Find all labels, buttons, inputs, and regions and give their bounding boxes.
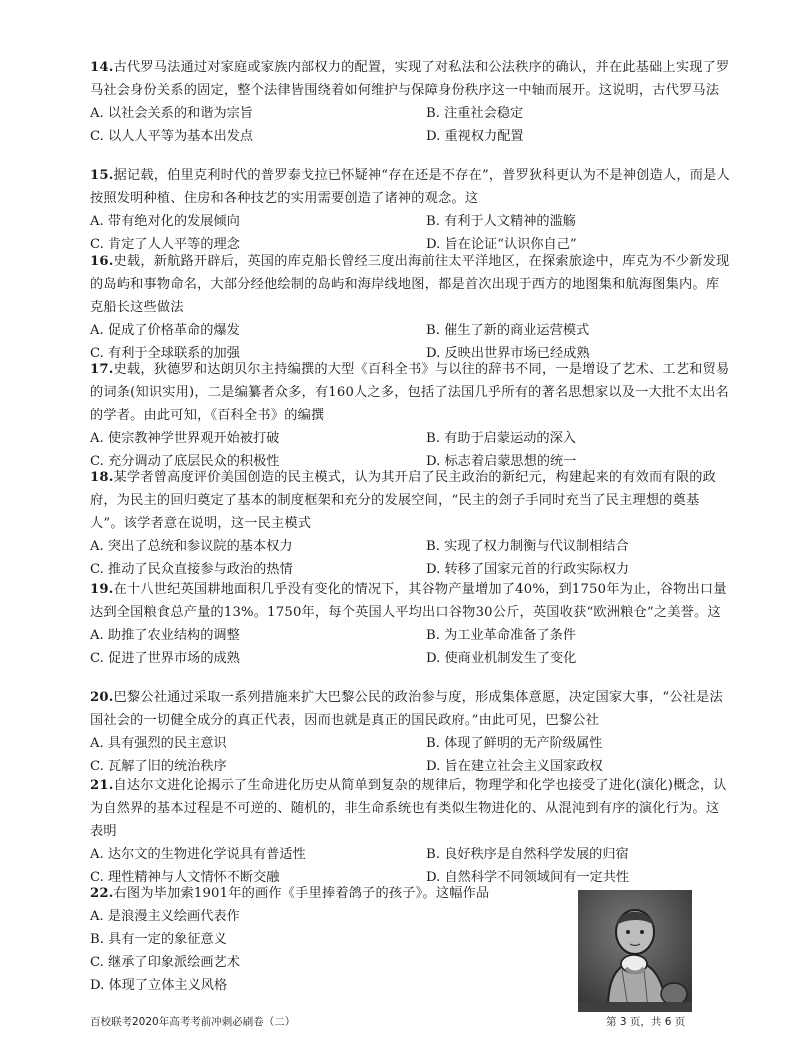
options bbox=[90, 535, 730, 581]
question-stem bbox=[90, 774, 730, 843]
question-18 bbox=[90, 466, 730, 581]
question-number: 14. bbox=[90, 60, 114, 75]
option-b: B. 有利于人文精神的滥觞 bbox=[426, 214, 576, 229]
question-number: 20. bbox=[90, 690, 114, 705]
question-number: 15. bbox=[90, 168, 114, 183]
option-c: C. 继承了印象派绘画艺术 bbox=[90, 955, 240, 970]
option-c: C. 充分调动了底层民众的积极性 bbox=[90, 454, 280, 469]
option-b: B. 有助于启蒙运动的深入 bbox=[426, 431, 576, 446]
question-number: 19. bbox=[90, 582, 114, 597]
question-text: 右图为毕加索1901年的画作《手里捧着鸽子的孩子》。这幅作品 bbox=[113, 886, 490, 901]
question-number: 22. bbox=[90, 886, 114, 901]
question-stem bbox=[90, 882, 520, 905]
option-d: D. 体现了立体主义风格 bbox=[90, 978, 228, 993]
option-a: A. 助推了农业结构的调整 bbox=[90, 628, 240, 643]
question-stem bbox=[90, 358, 730, 427]
footer-page-number: 第 3 页，共 6 页 bbox=[606, 1016, 686, 1028]
options bbox=[90, 732, 730, 778]
option-c: C. 有利于全球联系的加强 bbox=[90, 346, 240, 361]
option-a: A. 具有强烈的民主意识 bbox=[90, 736, 227, 751]
question-text: 巴黎公社通过采取一系列措施来扩大巴黎公民的政治参与度，形成集体意愿，决定国家大事，“公社是法国社会的一切健全成分的真正代表，因而也就是真正的国民政府。”由此可见，巴黎公社 bbox=[90, 690, 723, 728]
question-stem bbox=[90, 686, 730, 732]
question-stem bbox=[90, 250, 730, 319]
option-b: B. 为工业革命准备了条件 bbox=[426, 628, 576, 643]
option-c: C. 推动了民众直接参与政治的热情 bbox=[90, 562, 293, 577]
option-d: D. 旨在建立社会主义国家政权 bbox=[426, 759, 603, 774]
option-b: B. 具有一定的象征意义 bbox=[90, 932, 227, 947]
option-d: D. 转移了国家元首的行政实际权力 bbox=[426, 562, 630, 577]
question-stem bbox=[90, 164, 730, 210]
question-19 bbox=[90, 578, 730, 670]
question-text: 在十八世纪英国耕地面积几乎没有变化的情况下，其谷物产量增加了40%，到1750年为止，谷物出口量达到全国粮食总产量的13%。1750年，每个英国人平均出口谷物30公斤，英国收获“欧洲粮仓”之美誉。这 bbox=[90, 582, 727, 620]
question-21 bbox=[90, 774, 730, 889]
question-text: 据记载，伯里克利时代的普罗泰戈拉已怀疑神“存在还是不存在”，普罗狄科更认为不是神创造人，而是人按照发明种植、住房和各种技艺的实用需要创造了诸神的观念。这 bbox=[90, 168, 730, 206]
question-20 bbox=[90, 686, 730, 778]
question-number: 18. bbox=[90, 470, 114, 485]
option-d: D. 使商业机制发生了变化 bbox=[426, 651, 577, 666]
option-c: C. 瓦解了旧的统治秩序 bbox=[90, 759, 227, 774]
footer-left: 百校联考2020年高考考前冲刺必刷卷（二） bbox=[90, 1016, 296, 1028]
question-22 bbox=[90, 882, 520, 997]
question-16 bbox=[90, 250, 730, 365]
question-number: 16. bbox=[90, 254, 114, 269]
question-text: 古代罗马法通过对家庭或家族内部权力的配置，实现了对私法和公法秩序的确认，并在此基础上实现了罗马社会身份关系的固定，整个法律皆围绕着如何维护与保障身份秩序这一中轴而展开。这说明，古代罗马法 bbox=[90, 60, 730, 98]
option-d: D. 反映出世界市场已经成熟 bbox=[426, 346, 590, 361]
option-a: A. 使宗教神学世界观开始被打破 bbox=[90, 431, 280, 446]
question-number: 21. bbox=[90, 778, 114, 793]
question-text: 自达尔文进化论揭示了生命进化历史从简单到复杂的规律后，物理学和化学也接受了进化(演化)概念，认为自然界的基本过程是不可逆的、随机的，非生命系统也有类似生物进化的、从混沌到有序的演化行为。这表明 bbox=[90, 778, 727, 839]
option-d: D. 重视权力配置 bbox=[426, 129, 524, 144]
option-a: A. 以社会关系的和谐为宗旨 bbox=[90, 106, 253, 121]
painting-child-with-dove-image bbox=[578, 890, 692, 1012]
question-number: 17. bbox=[90, 362, 114, 377]
question-stem bbox=[90, 56, 730, 102]
option-d: D. 标志着启蒙思想的统一 bbox=[426, 454, 577, 469]
options bbox=[90, 102, 730, 148]
option-a: A. 带有绝对化的发展倾向 bbox=[90, 214, 240, 229]
option-c: C. 以人人平等为基本出发点 bbox=[90, 129, 254, 144]
question-stem bbox=[90, 466, 730, 535]
option-a: A. 达尔文的生物进化学说具有普适性 bbox=[90, 847, 306, 862]
option-d: D. 旨在论证“认识你自己” bbox=[426, 237, 577, 252]
question-14 bbox=[90, 56, 730, 148]
option-c: C. 肯定了人人平等的理念 bbox=[90, 237, 240, 252]
option-a: A. 突出了总统和参议院的基本权力 bbox=[90, 539, 293, 554]
options bbox=[90, 905, 520, 997]
option-c: C. 促进了世界市场的成熟 bbox=[90, 651, 240, 666]
question-17 bbox=[90, 358, 730, 473]
option-a: A. 是浪漫主义绘画代表作 bbox=[90, 909, 240, 924]
question-stem bbox=[90, 578, 730, 624]
option-b: B. 体现了鲜明的无产阶级属性 bbox=[426, 736, 603, 751]
option-b: B. 催生了新的商业运营模式 bbox=[426, 323, 590, 338]
option-b: B. 注重社会稳定 bbox=[426, 106, 524, 121]
option-b: B. 良好秩序是自然科学发展的归宿 bbox=[426, 847, 629, 862]
options bbox=[90, 624, 730, 670]
option-a: A. 促成了价格革命的爆发 bbox=[90, 323, 240, 338]
option-c: C. 理性精神与人文情怀不断交融 bbox=[90, 870, 280, 885]
question-text: 史载，新航路开辟后，英国的库克船长曾经三度出海前往太平洋地区，在探索旅途中，库克为不少新发现的岛屿和事物命名，大部分经他绘制的岛屿和海岸线地图，都是首次出现于西方的地图集和航海图集内。库克船长这些做法 bbox=[90, 254, 730, 315]
option-d: D. 自然科学不同领域间有一定共性 bbox=[426, 870, 630, 885]
question-15 bbox=[90, 164, 730, 256]
question-text: 某学者曾高度评价美国创造的民主模式，认为其开启了民主政治的新纪元，构建起来的有效而有限的政府，为民主的回归奠定了基本的制度框架和充分的发展空间，“民主的刽子手同时充当了民主理想的奠基人”。该学者意在说明，这一民主模式 bbox=[90, 470, 716, 531]
question-text: 史载，狄德罗和达朗贝尔主持编撰的大型《百科全书》与以往的辞书不同，一是增设了艺术、工艺和贸易的词条(知识实用)，二是编纂者众多，有160人之多，包括了法国几乎所有的著名思想家以及一大批不太出名的学者。由此可知，《百科全书》的编撰 bbox=[90, 362, 730, 423]
option-b: B. 实现了权力制衡与代议制相结合 bbox=[426, 539, 629, 554]
